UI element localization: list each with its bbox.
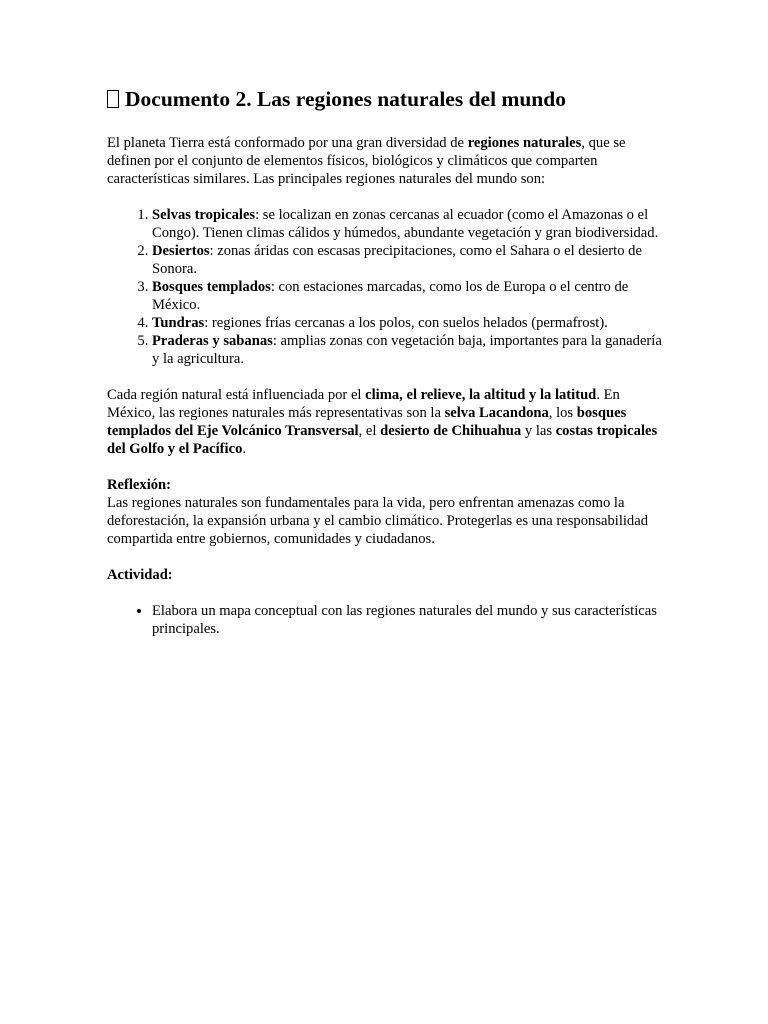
- region-desc: : se localizan en zonas cercanas al ecuador (como el Amazonas o el Congo). Tienen climas cálidos y húmedos, abundante vegetación y gran biodiversidad.: [152, 207, 659, 241]
- intro-paragraph: [107, 134, 667, 188]
- list-item: [152, 206, 667, 242]
- reflection-text: Las regiones naturales son fundamentales para la vida, pero enfrentan amenazas como la deforestación, la expansión urbana y el cambio climático. Protegerlas es una responsabilidad compartida entre gobiernos, comunidades y ciudadanos.: [107, 495, 649, 547]
- influence-text-4: , el: [358, 423, 381, 439]
- influence-paragraph: [107, 386, 667, 458]
- region-desc: : regiones frías cercanas a los polos, con suelos helados (permafrost).: [204, 315, 608, 331]
- document-page: [107, 86, 667, 638]
- influence-text-5: y las: [521, 423, 556, 439]
- document-title: [107, 86, 667, 112]
- region-desc: : zonas áridas con escasas precipitaciones, como el Sahara o el desierto de Sonora.: [152, 243, 642, 277]
- influence-text-3: , los: [548, 405, 577, 421]
- document-icon: [107, 90, 119, 108]
- region-name: Praderas y sabanas: [152, 333, 273, 349]
- region-desc: : con estaciones marcadas, como los de Europa o el centro de México.: [152, 279, 629, 313]
- influence-text-6: .: [242, 441, 247, 457]
- influence-bold-costas: costas tropicales del Golfo y el Pacífico: [107, 423, 658, 457]
- list-item: [152, 332, 667, 368]
- region-name: Tundras: [152, 315, 205, 331]
- activity-title: Actividad:: [107, 567, 173, 583]
- regions-list: [107, 206, 667, 368]
- list-item: [152, 278, 667, 314]
- region-name: Bosques templados: [152, 279, 271, 295]
- intro-bold-regiones: regiones naturales: [467, 135, 582, 151]
- influence-bold-bosques: bosques templados del Eje Volcánico Transversal: [107, 405, 627, 439]
- influence-bold-lacandona: selva Lacandona: [444, 405, 549, 421]
- intro-text-2: , que se definen por el conjunto de elementos físicos, biológicos y climáticos que comparten características similares. Las principales regiones naturales del mundo son:: [107, 135, 626, 187]
- list-item: [152, 314, 667, 332]
- influence-text-2: . En México, las regiones naturales más representativas son la: [107, 387, 620, 421]
- region-desc: : amplias zonas con vegetación baja, importantes para la ganadería y la agricultura.: [152, 333, 662, 367]
- list-item: • Elabora un mapa conceptual con las regiones naturales del mundo y sus características principales.: [152, 602, 667, 638]
- region-name: Selvas tropicales: [152, 207, 256, 223]
- region-name: Desiertos: [152, 243, 210, 259]
- list-item: [152, 242, 667, 278]
- intro-text-1: El planeta Tierra está conformado por una gran diversidad de: [107, 135, 468, 151]
- reflection-section: [107, 476, 667, 548]
- reflection-title: Reflexión:: [107, 477, 172, 493]
- document-title-text: Documento 2. Las regiones naturales del mundo: [125, 87, 566, 111]
- activity-section: [107, 566, 667, 638]
- activity-list: [107, 602, 667, 638]
- influence-text-1: Cada región natural está influenciada por el: [107, 387, 366, 403]
- influence-bold-desierto: desierto de Chihuahua: [380, 423, 522, 439]
- influence-bold-factors: clima, el relieve, la altitud y la latitud: [365, 387, 597, 403]
